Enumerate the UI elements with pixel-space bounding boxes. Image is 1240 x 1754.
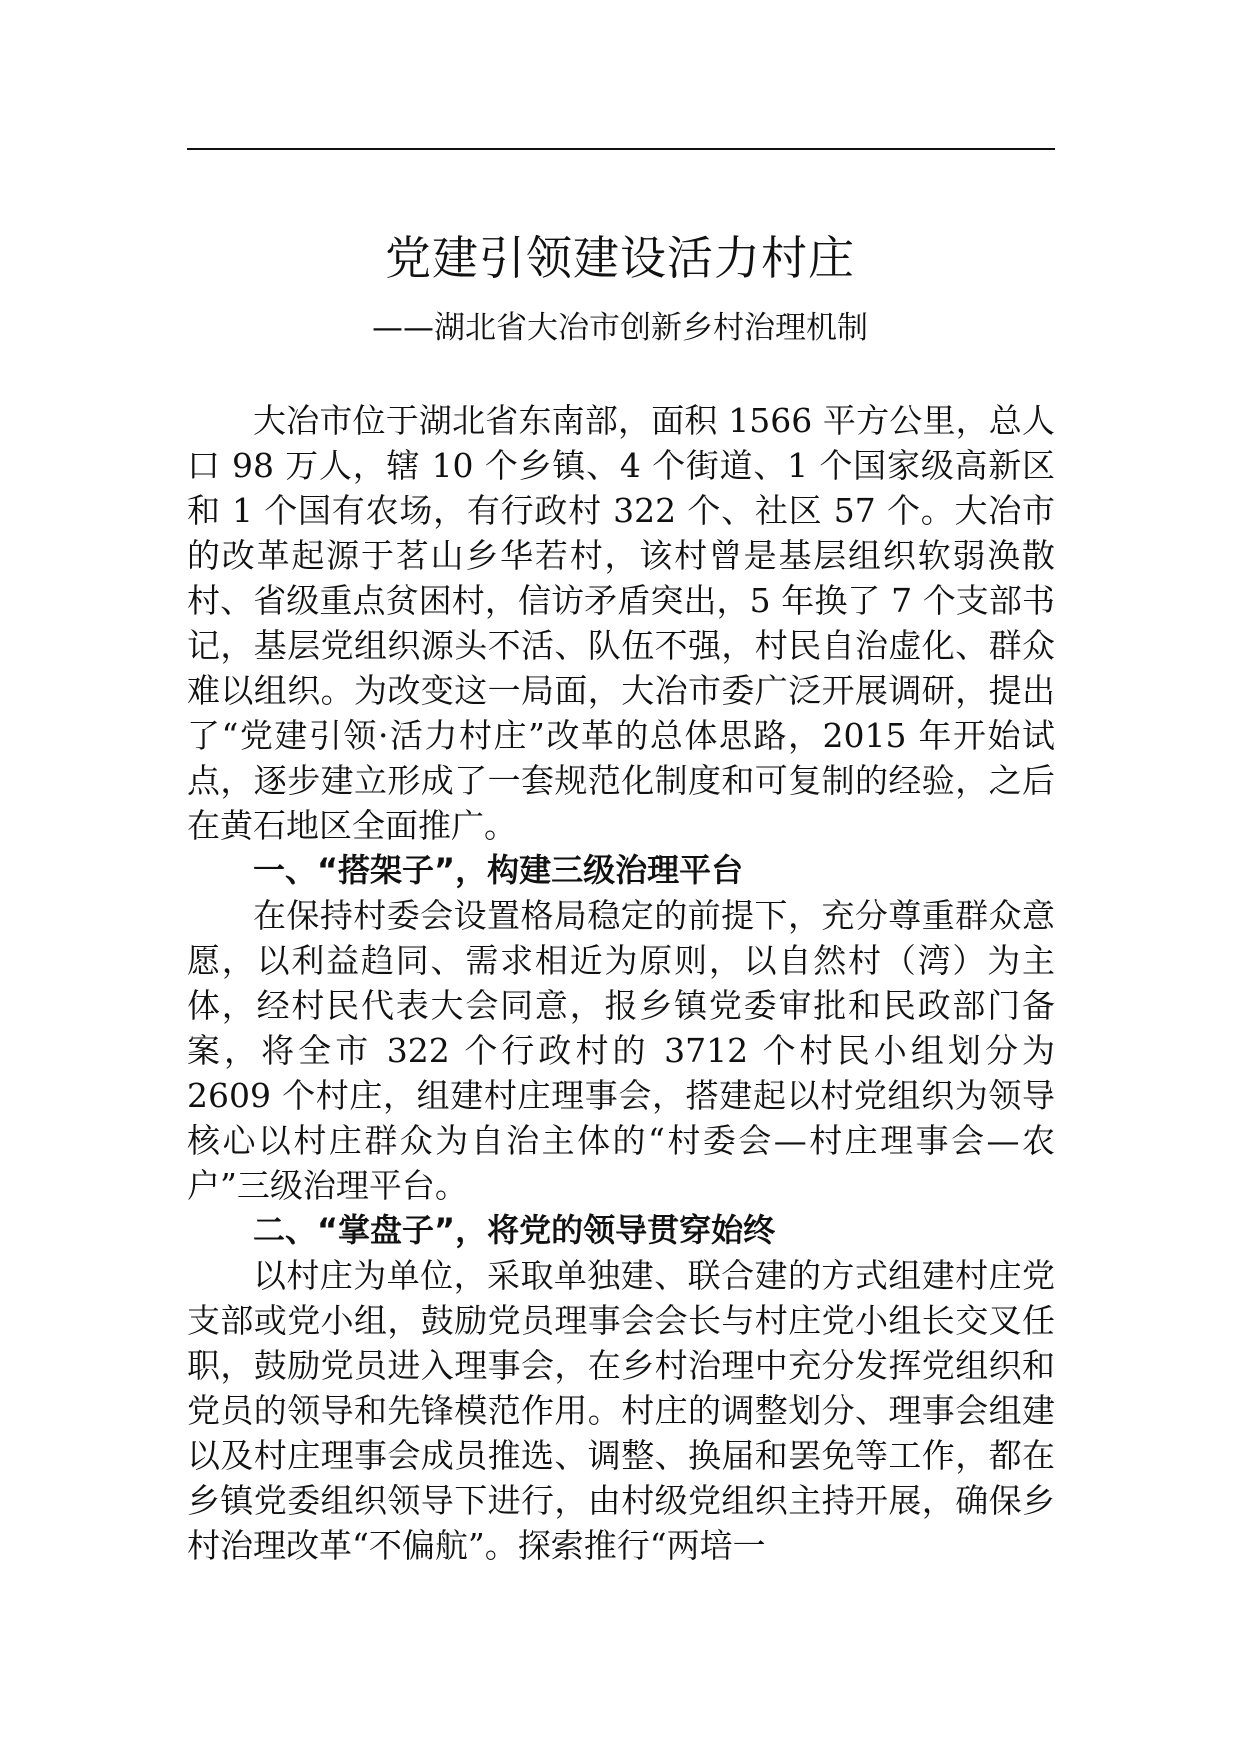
header-rule — [187, 148, 1055, 150]
document-subtitle: ——湖北省大冶市创新乡村治理机制 — [372, 310, 868, 346]
section-heading-2: 二、“掌盘子”，将党的领导贯穿始终 — [253, 1211, 776, 1249]
section-heading-1: 一、“搭架子”，构建三级治理平台 — [253, 851, 744, 889]
paragraph-section-2: 以村庄为单位，采取单独建、联合建的方式组建村庄党支部或党小组，鼓励党员理事会会长与村庄党小组长交叉任职，鼓励党员进入理事会，在乡村治理中充分发挥党组织和党员的领导和先锋模范作用。村庄的调整划分、理事会组建以及村庄理事会成员推选、调整、换届和罢免等工作，都在乡镇党委组织领导下进行，由村级党组织主持开展，确保乡村治理改革“不偏航”。探索推行“两培一 — [187, 1256, 1055, 1565]
document-title: 党建引领建设活力村庄 — [385, 231, 855, 285]
document-body — [187, 398, 1055, 1568]
paragraph-section-1: 在保持村委会设置格局稳定的前提下，充分尊重群众意愿，以利益趋同、需求相近为原则，以自然村（湾）为主体，经村民代表大会同意，报乡镇党委审批和民政部门备案，将全市 322 个行政村的 3712 个村民小组划分为 2609 个村庄，组建村庄理事会，搭建起以村党组织为领导核心以村庄群众为自治主体的“村委会—村庄理事会—农户”三级治理平台。 — [187, 896, 1055, 1205]
paragraph-intro: 大冶市位于湖北省东南部，面积 1566 平方公里，总人口 98 万人，辖 10 个乡镇、4 个街道、1 个国家级高新区和 1 个国有农场，有行政村 322 个、社区 57 个。大冶市的改革起源于茗山乡华若村，该村曾是基层组织软弱涣散村、省级重点贫困村，信访矛盾突出，5 年换了 7 个支部书记，基层党组织源头不活、队伍不强，村民自治虚化、群众难以组织。为改变这一局面，大冶市委广泛开展调研，提出了“党建引领·活力村庄”改革的总体思路，2015 年开始试点，逐步建立形成了一套规范化制度和可复制的经验，之后在黄石地区全面推广。 — [187, 401, 1055, 845]
